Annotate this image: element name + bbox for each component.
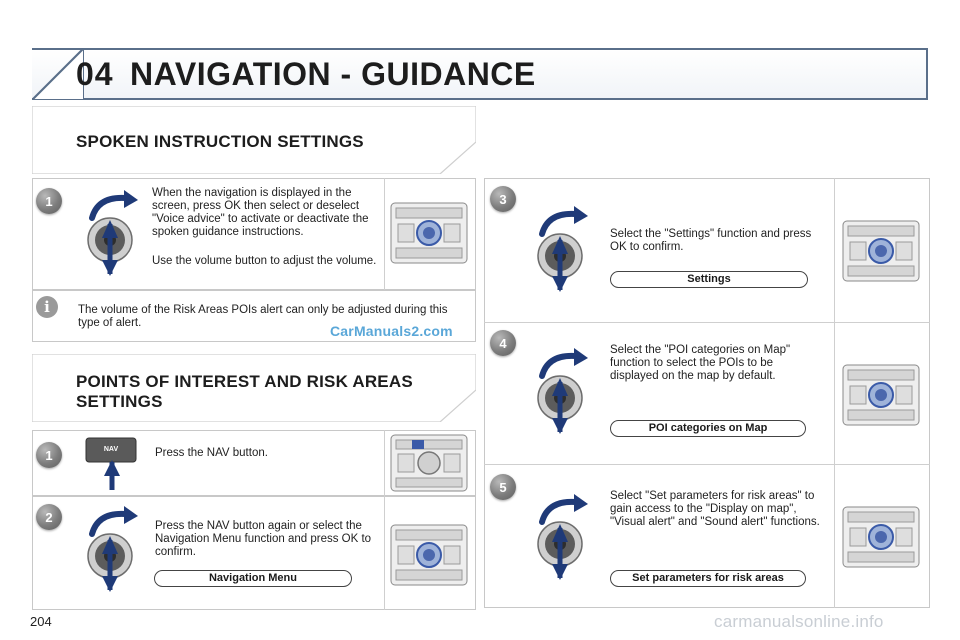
- page-number: 204: [30, 614, 52, 629]
- rotary-knob-icon: [530, 346, 596, 436]
- radio-unit-image: [390, 524, 468, 586]
- step3-text: Select the "Settings" function and press OK to confirm.: [610, 228, 812, 253]
- step-badge-4: 4: [490, 330, 516, 356]
- radio-unit-image-nav: [390, 434, 468, 492]
- rotary-knob-icon: [530, 204, 596, 294]
- section-title-spoken: SPOKEN INSTRUCTION SETTINGS: [76, 132, 364, 151]
- navigation-menu-item[interactable]: Navigation Menu: [154, 570, 352, 587]
- radio-unit-image: [840, 506, 922, 568]
- step4-text: Select the "POI categories on Map" function to select the POIs to be displayed on the map by default.: [610, 344, 791, 382]
- panel-divider: [384, 496, 385, 610]
- spoken-step-volume-text: Use the volume button to adjust the volume.: [152, 255, 377, 267]
- nav-button-label: NAV: [103, 446, 119, 453]
- panel-divider: [484, 322, 930, 323]
- radio-unit-image: [840, 220, 922, 282]
- radio-unit-image: [390, 202, 468, 264]
- step-badge-1-poi: 1: [36, 442, 62, 468]
- poi-step2-text: Press the NAV button again or select the Navigation Menu function and press OK to confirm.: [155, 520, 372, 558]
- rotary-knob-icon: [80, 504, 146, 594]
- watermark-text: CarManuals2.com: [330, 323, 453, 339]
- rotary-knob-icon: [530, 492, 596, 582]
- nav-button-icon: [82, 436, 142, 492]
- info-icon: i: [36, 296, 58, 318]
- panel-divider: [834, 178, 835, 608]
- poi-step1-text: Press the NAV button.: [155, 447, 268, 459]
- footer-watermark: carmanualsonline.info: [714, 612, 884, 631]
- step-badge-5: 5: [490, 474, 516, 500]
- poi-categories-menu-item[interactable]: POI categories on Map: [610, 420, 806, 437]
- panel-divider: [384, 178, 385, 290]
- step-badge-1: 1: [36, 188, 62, 214]
- page-title: NAVIGATION - GUIDANCE: [130, 56, 536, 92]
- radio-unit-image: [840, 364, 922, 426]
- chapter-number: 04: [76, 56, 114, 92]
- settings-menu-item[interactable]: Settings: [610, 271, 808, 288]
- panel-divider: [484, 464, 930, 465]
- risk-areas-menu-item[interactable]: Set parameters for risk areas: [610, 570, 806, 587]
- section-title-poi-line1: POINTS OF INTEREST AND RISK AREAS: [76, 372, 413, 391]
- spoken-step-text: When the navigation is displayed in the screen, press OK then select or deselect "Voice advice" to activate or deactivate the spoken guidance instructions.: [152, 187, 369, 238]
- panel-divider: [384, 430, 385, 496]
- step-badge-3: 3: [490, 186, 516, 212]
- step5-text: Select "Set parameters for risk areas" to gain access to the "Display on map", "Visual alert" and "Sound alert" functions.: [610, 490, 820, 528]
- section-title-poi-line2: SETTINGS: [76, 392, 163, 411]
- step-badge-2: 2: [36, 504, 62, 530]
- info-note-text: The volume of the Risk Areas POIs alert can only be adjusted during this type of alert.: [78, 304, 448, 329]
- rotary-knob-icon: [80, 188, 146, 278]
